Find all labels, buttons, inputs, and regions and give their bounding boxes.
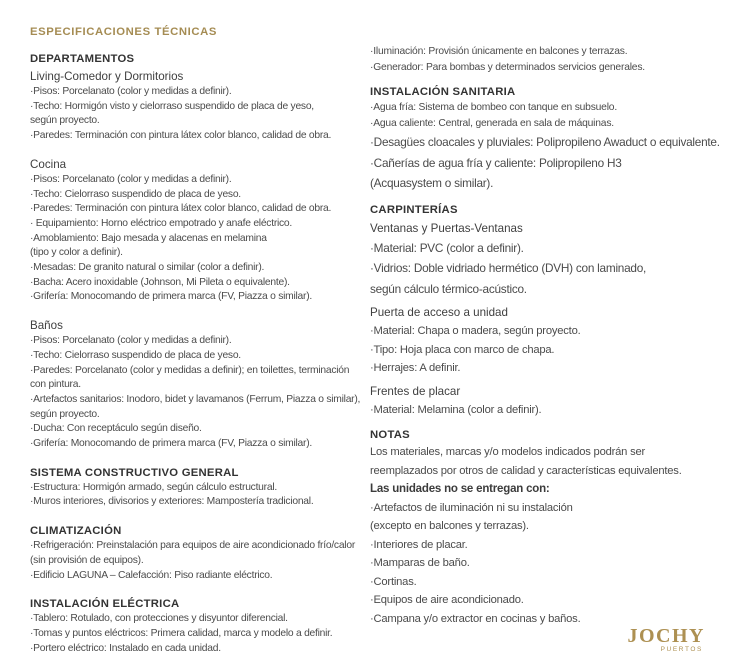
brand-logo	[628, 626, 706, 653]
spec-line: · Equipamiento: Horno eléctrico empotrado y anafe eléctrico.	[30, 217, 293, 229]
spec-line: ·Amoblamiento: Bajo mesada y alacenas en melamina	[30, 232, 267, 244]
spec-line: ·Artefactos de iluminación ni su instalación	[370, 501, 573, 514]
spec-line: ·Equipos de aire acondicionado.	[370, 594, 524, 606]
spec-line: ·Portero eléctrico: Instalado en cada unidad.	[30, 642, 221, 654]
spec-line: (Acquasystem o similar).	[370, 176, 494, 190]
subsection-heading: Frentes de placar	[370, 384, 461, 398]
spec-line: ·Grifería: Monocomando de primera marca (FV, Piazza o similar).	[30, 438, 313, 450]
doc-title: ESPECIFICACIONES TÉCNICAS	[30, 26, 217, 38]
spec-line: ·Campana y/o extractor en cocinas y baños.	[370, 612, 581, 625]
subsection-heading: Puerta de acceso a unidad	[370, 306, 508, 319]
spec-line: ·Techo: Hormigón visto y cielorraso suspendido de placa de yeso,	[30, 100, 314, 112]
spec-line: según proyecto.	[30, 115, 100, 127]
spec-line: ·Pisos: Porcelanato (color y medidas a definir).	[30, 173, 232, 185]
right-column	[370, 44, 722, 628]
spec-line: ·Agua caliente: Central, generada en sala de máquinas.	[370, 118, 614, 129]
spec-line: ·Material: Chapa o madera, según proyecto.	[370, 325, 581, 337]
section-heading: INSTALACIÓN ELÉCTRICA	[30, 598, 180, 611]
emphasis-line: Las unidades no se entregan con:	[370, 483, 550, 495]
section-heading: CLIMATIZACIÓN	[30, 525, 122, 538]
logo-wordmark: JOCHY	[627, 625, 705, 647]
spec-line: ·Bacha: Acero inoxidable (Johnson, Mi Pileta o equivalente).	[30, 276, 290, 288]
spec-line: ·Tomas y puntos eléctricos: Primera calidad, marca y modelo a definir.	[30, 627, 333, 639]
subsection-heading: Baños	[30, 319, 63, 333]
spec-line: (excepto en balcones y terrazas).	[370, 520, 529, 532]
section-heading: DEPARTAMENTOS	[30, 53, 135, 65]
spec-line: ·Techo: Cielorraso suspendido de placa de yeso.	[30, 349, 241, 361]
section-heading: CARPINTERÍAS	[370, 203, 458, 216]
left-column	[30, 26, 370, 656]
spec-line: (tipo y color a definir).	[30, 247, 123, 259]
spec-line: ·Artefactos sanitarios: Inodoro, bidet y lavamanos (Ferrum, Piazza o similar),	[30, 393, 361, 405]
spec-line: ·Refrigeración: Preinstalación para equipos de aire acondicionado frío/calor	[30, 540, 356, 552]
spec-line: ·Mamparas de baño.	[370, 557, 470, 569]
spec-line: ·Cortinas.	[370, 575, 417, 588]
spec-line: ·Mesadas: De granito natural o similar (color a definir).	[30, 262, 265, 274]
spec-line: ·Techo: Cielorraso suspendido de placa de yeso.	[30, 188, 241, 200]
section-heading: NOTAS	[370, 429, 410, 441]
section-heading: SISTEMA CONSTRUCTIVO GENERAL	[30, 466, 239, 479]
spec-line: ·Material: Melamina (color a definir).	[370, 403, 542, 416]
spec-line: ·Material: PVC (color a definir).	[370, 240, 524, 255]
spec-line: ·Iluminación: Provisión únicamente en balcones y terrazas.	[370, 46, 628, 57]
spec-line: ·Herrajes: A definir.	[370, 362, 461, 374]
spec-line: según proyecto.	[30, 408, 100, 420]
spec-line: ·Pisos: Porcelanato (color y medidas a definir).	[30, 86, 232, 97]
spec-line: ·Pisos: Porcelanato (color y medidas a definir).	[30, 335, 232, 347]
spec-line: ·Generador: Para bombas y determinados servicios generales.	[370, 62, 645, 73]
spec-line: ·Paredes: Terminación con pintura látex color blanco, calidad de obra.	[30, 130, 332, 142]
spec-line: con pintura.	[30, 379, 81, 391]
spec-line: ·Edificio LAGUNA – Calefacción: Piso radiante eléctrico.	[30, 569, 273, 581]
spec-line: reemplazados por otros de calidad y características equivalentes.	[370, 464, 682, 477]
spec-line: ·Tablero: Rotulado, con protecciones y disyuntor diferencial.	[30, 613, 288, 625]
spec-line: ·Paredes: Porcelanato (color y medidas a definir); en toilettes, terminación	[30, 364, 350, 376]
spec-line: ·Paredes: Terminación con pintura látex color blanco, calidad de obra.	[30, 203, 332, 215]
spec-line: ·Grifería: Monocomando de primera marca (FV, Piazza o similar).	[30, 291, 313, 303]
spec-line: ·Muros interiores, divisorios y exteriores: Mampostería tradicional.	[30, 496, 314, 508]
spec-line: Los materiales, marcas y/o modelos indicados podrán ser	[370, 446, 646, 458]
spec-line: ·Desagües cloacales y pluviales: Polipropileno Awaduct o equivalente.	[370, 135, 720, 149]
subsection-heading: Ventanas y Puertas-Ventanas	[370, 221, 523, 235]
spec-line: ·Agua fría: Sistema de bombeo con tanque en subsuelo.	[370, 102, 617, 113]
subsection-heading: Living-Comedor y Dormitorios	[30, 70, 184, 83]
spec-line: ·Cañerías de agua fría y caliente: Polipropileno H3	[370, 155, 622, 170]
spec-line: ·Tipo: Hoja placa con marco de chapa.	[370, 343, 555, 356]
subsection-heading: Cocina	[30, 157, 67, 171]
spec-line: según cálculo térmico-acústico.	[370, 281, 527, 296]
section-heading: INSTALACIÓN SANITARIA	[370, 86, 516, 98]
spec-line: (sin provisión de equipos).	[30, 554, 144, 566]
spec-line: ·Vidrios: Doble vidriado hermético (DVH) con laminado,	[370, 261, 647, 275]
spec-line: ·Estructura: Hormigón armado, según cálculo estructural.	[30, 481, 277, 493]
logo-tagline: PUERTOS	[660, 646, 703, 653]
spec-line: ·Interiores de placar.	[370, 538, 468, 551]
spec-line: ·Ducha: Con receptáculo según diseño.	[30, 423, 202, 435]
